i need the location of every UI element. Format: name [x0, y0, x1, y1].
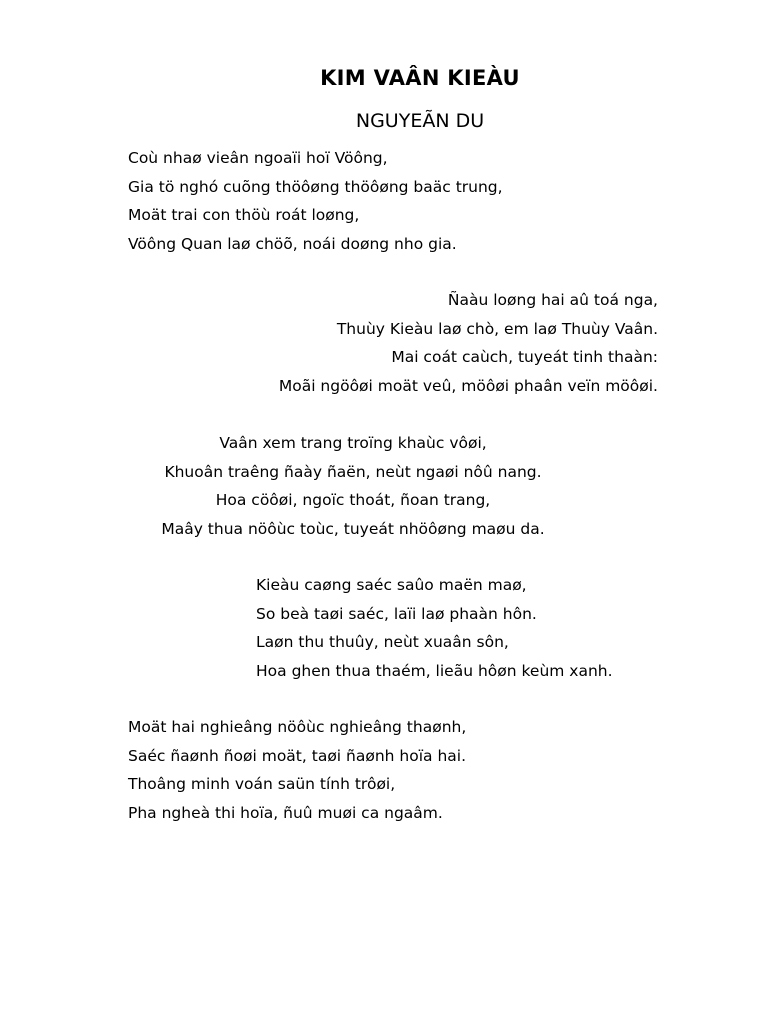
stanza-2	[279, 286, 658, 400]
poem-line: Ñaàu loøng hai aû toá nga,	[447, 291, 658, 309]
poem-line: Moät trai con thöù roát loøng,	[128, 206, 360, 224]
poem-line: Kieàu caøng saéc saûo maën maø,	[256, 576, 527, 594]
poem-line: Laøn thu thuûy, neùt xuaân sôn,	[256, 633, 509, 651]
stanza-3	[128, 429, 578, 543]
poem-line: Gia tö nghó cuõng thöôøng thöôøng baäc trung,	[128, 177, 503, 196]
poem-line: Thoâng minh voán saün tính trôøi,	[128, 775, 396, 793]
poem-line: Mai coát caùch, tuyeát tinh thaàn:	[391, 348, 658, 366]
poem-line: Moãi ngöôøi moät veû, möôøi phaân veïn möôøi.	[278, 376, 658, 395]
stanza-1	[128, 144, 503, 258]
poem-line: Pha ngheà thi hoïa, ñuû muøi ca ngaâm.	[128, 803, 443, 822]
poem-line: Hoa ghen thua thaém, lieãu hôøn keùm xanh.	[256, 661, 613, 680]
poem-line: Hoa cöôøi, ngoïc thoát, ñoan trang,	[215, 491, 491, 509]
poem-line: Coù nhaø vieân ngoaïi hoï Vöông,	[128, 149, 388, 167]
stanza-5	[128, 713, 466, 827]
poem-line: Saéc ñaønh ñoøi moät, taøi ñaønh hoïa hai.	[128, 746, 467, 765]
poem-line: So beà taøi saéc, laïi laø phaàn hôn.	[256, 604, 537, 623]
poem-title: KIM VAÂN KIEÀU	[320, 66, 520, 90]
poem-author: NGUYEÃN DU	[355, 110, 485, 132]
poem-line: Thuùy Kieàu laø chò, em laø Thuùy Vaân.	[336, 319, 658, 338]
poem-line: Vöông Quan laø chöõ, noái doøng nho gia.	[128, 234, 457, 253]
poem-line: Maây thua nöôùc toùc, tuyeát nhöôøng maøu da.	[161, 519, 545, 538]
poem-line: Khuoân traêng ñaày ñaën, neùt ngaøi nôû nang.	[164, 462, 542, 481]
poem-line: Moät hai nghieâng nöôùc nghieâng thaønh,	[128, 718, 467, 736]
stanza-4	[256, 571, 613, 685]
poem-line: Vaân xem trang troïng khaùc vôøi,	[219, 434, 487, 452]
